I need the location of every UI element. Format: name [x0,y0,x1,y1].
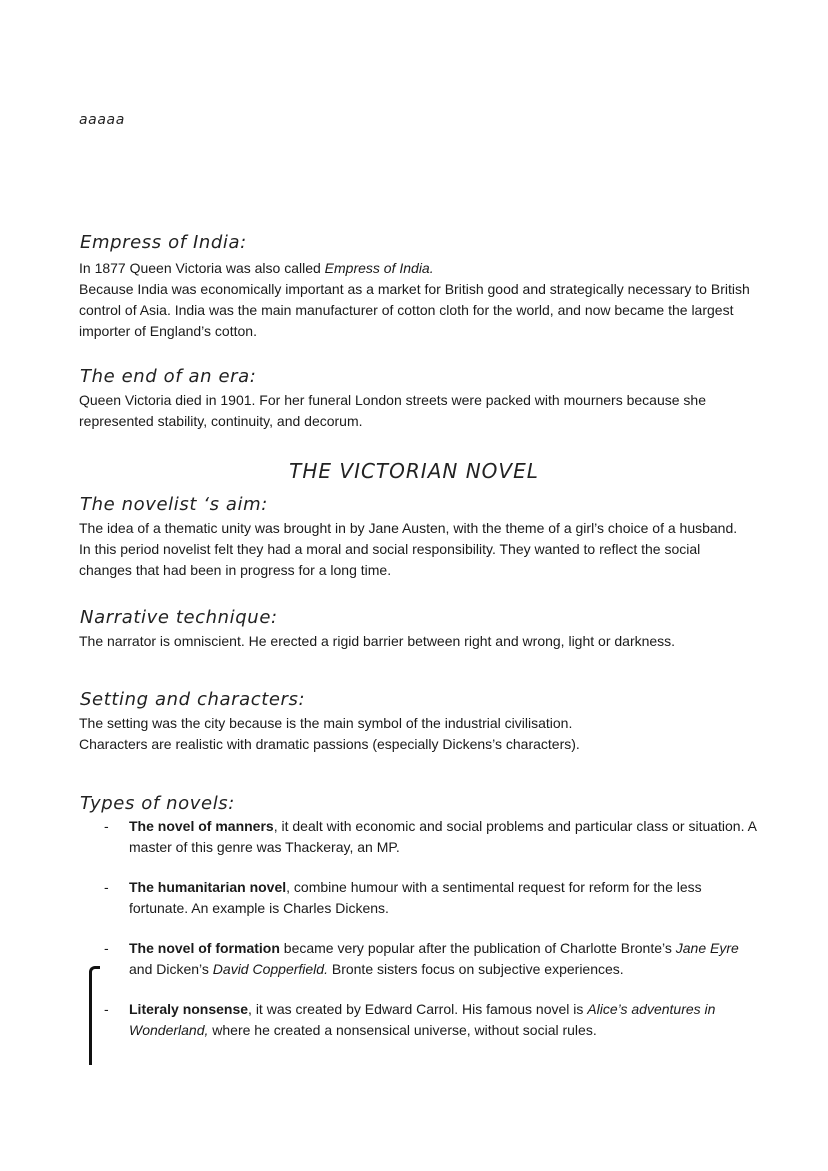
heading-setting-and-characters: Setting and characters: [80,689,306,710]
bold-span: The novel of formation [129,940,280,956]
list-item [100,816,760,858]
heading-novelists-aim: The novelist ‘s aim: [80,494,268,515]
text-span: Characters are realistic with dramatic passions (especially Dickens’s characters). [79,736,580,752]
text-span: Bronte sisters focus on subjective experiences. [327,961,624,977]
text-span: , combine humour with a sentimental request for reform for the less fortunate. An example is Charles Dickens. [129,879,702,916]
bold-span: The humanitarian novel [129,879,287,895]
bold-span: Literaly nonsense [129,1001,249,1017]
paragraph-end-of-an-era: Queen Victoria died in 1901. For her funeral London streets were packed with mourners because she represented stability, continuity, and decorum. [79,392,706,429]
text-span: The setting was the city because is the main symbol of the industrial civilisation. [79,715,573,731]
heading-end-of-an-era: The end of an era: [80,366,257,387]
italic-span: Alice’s adventures in Wonderland, [129,1001,716,1038]
list-dash: - [104,1001,109,1017]
list-item [100,877,760,919]
italic-span: David Copperfield. [212,961,328,977]
paragraph-empress-of-india [79,258,751,342]
text-span: In 1877 Queen Victoria was also called [79,260,325,276]
novel-types-list [100,816,760,1060]
paragraph-novelists-aim: The idea of a thematic unity was brought in by Jane Austen, with the theme of a girl’s choice of a husband. In this period novelist felt they had a moral and social responsibility. They wanted to reflect the social changes that had been in progress for a long time. [79,520,738,578]
page-title: THE VICTORIAN NOVEL [289,459,539,483]
text-span: and Dicken’s [129,961,213,977]
list-item [100,938,760,980]
list-item [100,999,760,1041]
list-dash: - [104,879,109,895]
marker-text: aaaaa [79,112,125,128]
paragraph-narrative-technique: The narrator is omniscient. He erected a rigid barrier between right and wrong, light or darkness. [79,633,676,649]
text-span: Because India was economically important as a market for British good and strategically necessary to British control of Asia. India was the main manufacturer of cotton cloth for the world, and now became the largest importer of England’s cotton. [79,281,750,339]
heading-narrative-technique: Narrative technique: [80,607,278,628]
italic-span: Jane Eyre [675,940,739,956]
paragraph-setting-and-characters [79,713,751,755]
heading-empress-of-india: Empress of India: [80,232,247,253]
list-dash: - [104,818,109,834]
text-span: where he created a nonsensical universe, without social rules. [208,1022,597,1038]
list-dash: - [104,940,109,956]
heading-types-of-novels: Types of novels: [80,793,235,814]
bold-span: The novel of manners [129,818,274,834]
text-span: , it dealt with economic and social problems and particular class or situation. A master of this genre was Thackeray, an MP. [129,818,757,855]
hand-drawn-bracket [89,966,100,1065]
text-span: , it was created by Edward Carrol. His famous novel is [248,1001,588,1017]
text-span: became very popular after the publication of Charlotte Bronte’s [279,940,676,956]
italic-span: Empress of India. [324,260,434,276]
